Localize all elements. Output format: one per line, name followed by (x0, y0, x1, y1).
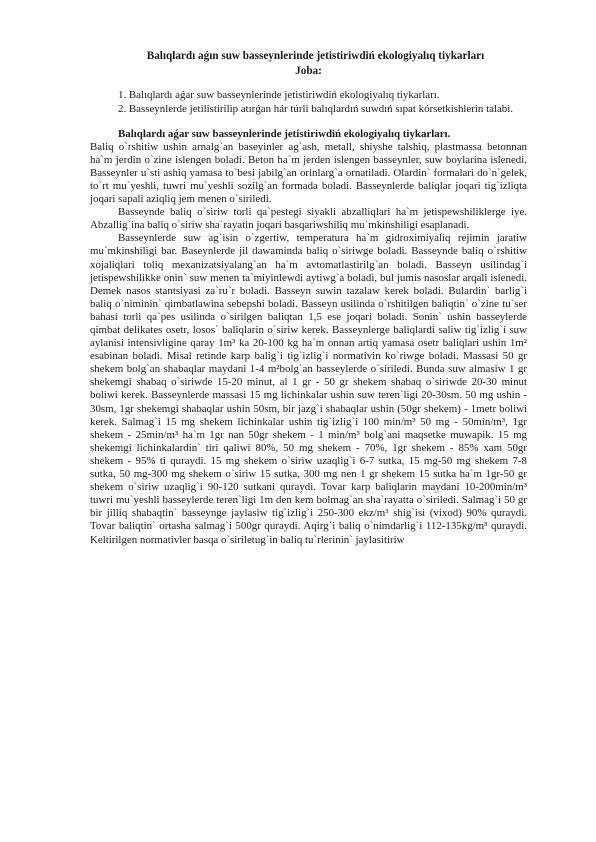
plan-heading: Joba: (295, 65, 322, 78)
document-title: Balıqlardı aǵın suw basseynlerinde jetistiriwdiń ekologiyalıq tiykarları (146, 50, 485, 62)
plan-list (90, 89, 527, 115)
document-page (90, 50, 527, 547)
paragraph: Baliq o`rshitiw ushin arnalg`an baseyinler ag`ash, metall, shiyshe talshiq, plastmassa betonnan ha`m jerdin o`zine islengen boladi. Beton ha`m jerden islengen basseynler, suw boylarina islenedi. Basseynler u`sti ashiq yamasa to`besi jabilg`an orinlarg`a ornatiladi. Olardin` formalari do`n`gelek, to`rt mu`yeshli, tuwri mu`yeshli sozilg`an formada boladi. Basseynlerde baliqlar joqari tig`izliqta joqari sapali aziqliq jem menen o`siriledi. (90, 140, 527, 206)
section-body (90, 128, 527, 547)
section-heading: Balıqlardı aǵar suw basseynlerinde jetistiriwdiń ekologiyalıq tiykarları. (118, 127, 451, 140)
plan-item: 1. Balıqlardı aǵar suw basseynlerinde jetistiriwdiń ekologiyalıq tiykarları. (118, 89, 440, 102)
plan-item: 2. Basseynlerde jetilistirilip atırǵan hár túrli balıqlardıń suwdıń sıpat kórsetkishlerin talabi. (118, 102, 514, 115)
paragraph: Basseynlerde suw ag`isin o`zgertiw, temperatura ha`m gidroximiyaliq rejimin jaratiw mu`mkinshiligi bar. Baseynlerde jil dawaminda baliq o`siriwge boladi. Basseynde baliq o`rshitiw xojaliqlari toliq mexanizatsiyalang`an ha`m avtomatlastirilg`an boladi. Basseyn usilindag`i jetispewshilikke onin` suw menen ta`miyinlewdi aytiwg`a boladi, bul jumis nasoslar arqali islenedi. Demek nasos stantsiyasi za`ru`r boladi. Basseyn suwin tazalaw kerek boladi. Bulardin` barlig`i baliq o`niminin` qimbatlawina sebepshi boladi. Basseyn usilinda o`rshitilgen baliqtin` o`zine tu`ser bahasi torli qa`pes usilinda o`sirilgen baliqtan 1,5 ese joqari boladi. Sonin` ushin basseylerde qimbat delikates osetr, losos` baliqlarin o`siriw kerek. Basseynlerge baliqlardi saliw tig`izlig`i suw aylanisi intensivligine qaray 1m³ ka 20-100 kg ha`m onnan artiq yamasa osetr baliqlari ushin 1m² esabinan boladi. Misal retinde karp balig`i tig`izlig`i normativin ko`riwge boladi. Massasi 50 gr shekem bolg`an shabaqlar maydani 1-4 m²bolg`an basseylerde o`siriledi. Bunda suw almasiw 1 gr shekemgi shabaq o`siriwde 15-20 minut, al 1 gr - 50 gr shekem shabaq o`siriwde 20-30 minut boliwi kerek. Basseynlerde massasi 15 mg lichinkalar ushin suw teren`ligi 20-30sm. 50 mg ushin - 30sm, 1gr shekemgi shabaqlar ushin 50sm, bir jazg`i shabaqlar ushin (50gr shekem) - 1metr boliwi kerek. Salmag`i 15 mg shekem lichinkalar ushin tig`izlig`i 100 min/m³ 50 mg - 50min/m³, 1gr shekem - 25min/m³ ha`m 1gr nan 50gr shekem - 1 min/m³ bolg`ani maqsetke muwapik. 15 mg shekemgi lichinkalardin` tiri qaliwi 80%, 50 mg shekem - 70%, 1gr shekem - 85% xam 50gr shekem - 95% ti quraydi. 15 mg shekem o`siriw uzaqlig`i 6-7 sutka, 15 mg-50 mg shekem 7-8 sutka, 50 mg-300 mg shekem o`siriw 15 sutka, 300 mg nen 1 gr shekem 15 sutka ha`m 1gr-50 gr shekem o`siriw uzaqlig`i 90-120 sutkani quraydi. Tovar karp baliqlarin maydani 10-200min/m³ tuwri mu`yeshli basseylerde teren`ligi 1m den kem bolmag`an sha`rayatta o`siriledi. Salmag`i 50 gr bir jilliq shabaqtin` basseynge jaylasiw tig`izlig`i 250-300 ekz/m³ shig`isi (vixod) 90% quraydi. Tovar baliqtin` ortasha salmag`i 500gr quraydi. Aqirg`i baliq o`nimdarlig`i 112-135kg/m³ quraydi. Keltirilgen normativler basqa o`siriletug`in baliq tu`rlerinin` jaylasitiriw (90, 232, 527, 546)
paragraph: Basseynde baliq o`siriw torli qa`pestegi siyakli abzalliqlari ha`m jetispewshiliklerge iye. Abzallig`ina baliq o`siriw sha`rayatin joqari basqariwshiliq mu`mkinshiligi esaplanadi. (90, 206, 527, 232)
